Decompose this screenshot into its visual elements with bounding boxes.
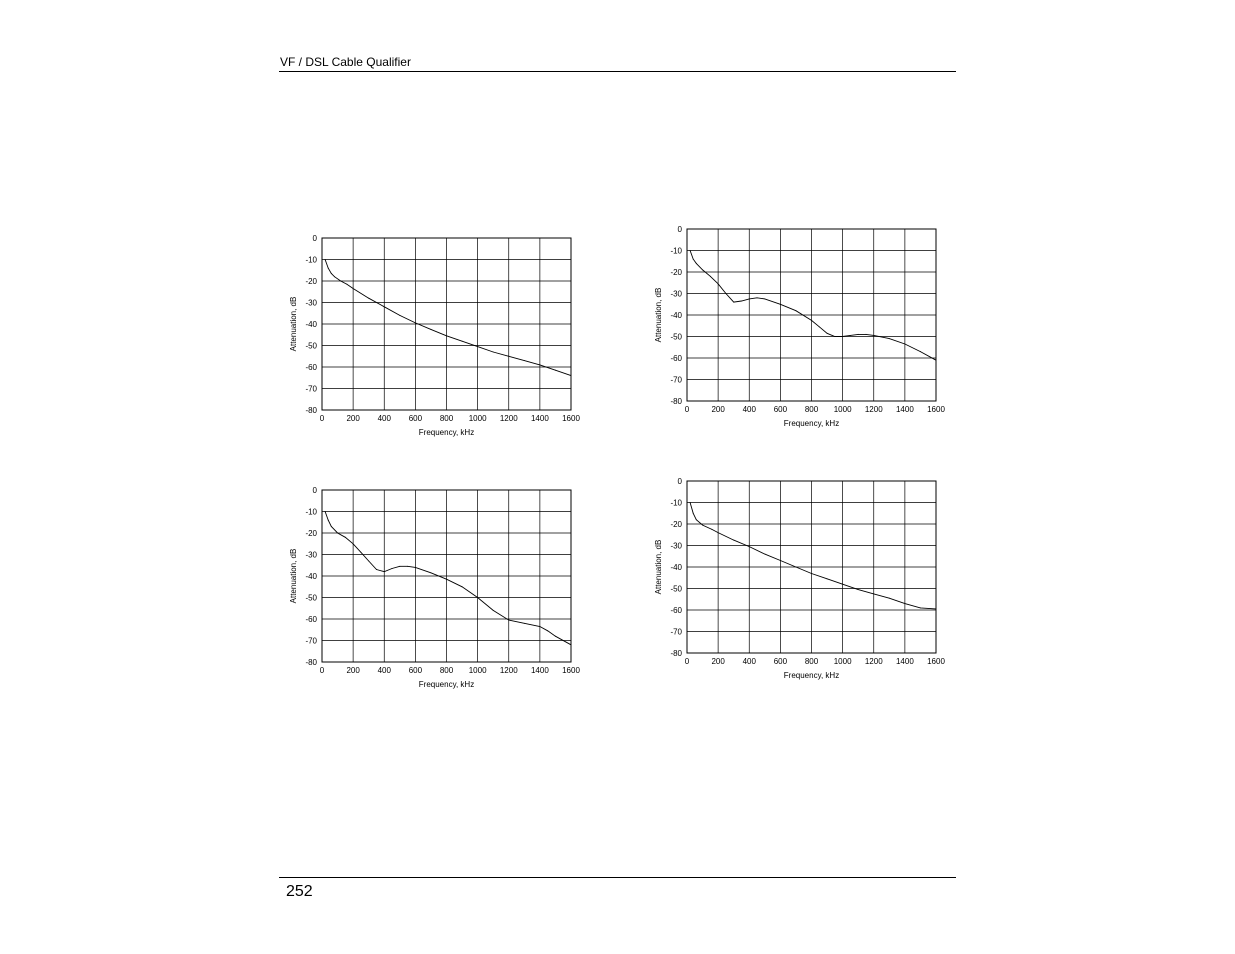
chart-3-svg [283,483,583,698]
data-point [711,529,712,530]
x-tick-label: 1200 [499,666,518,675]
attenuation-chart-4 [648,474,948,689]
data-point [889,338,890,339]
y-tick-label: -60 [670,354,682,363]
data-point [811,320,812,321]
data-point [539,364,540,365]
data-point [415,322,416,323]
data-point [539,626,540,627]
data-point [430,572,431,573]
x-tick-label: 0 [684,657,690,666]
data-point [555,636,556,637]
y-tick-label: -40 [670,311,682,320]
x-tick-label: 1600 [562,414,580,423]
page-header-title: VF / DSL Cable Qualifier [280,55,411,69]
data-point [508,356,509,357]
x-tick-label: 800 [439,666,454,675]
y-tick-label: -10 [670,246,682,256]
y-tick-label: 0 [677,477,682,486]
attenuation-chart-3 [283,483,583,698]
x-axis-label: Frequency, kHz [783,671,840,680]
y-tick-label: -80 [670,397,682,406]
data-point [702,269,703,270]
x-tick-label: 800 [804,657,819,666]
data-point [334,276,335,277]
data-point [710,276,711,277]
y-tick-label: 0 [677,225,682,234]
data-point [842,584,843,585]
y-tick-label: -50 [305,341,317,351]
y-tick-label: 0 [312,486,317,495]
data-point [346,284,347,285]
data-point [331,526,332,527]
data-point [368,298,369,299]
y-tick-label: -70 [305,636,317,646]
data-point [741,301,742,302]
data-point [873,593,874,594]
x-tick-label: 1400 [895,657,914,666]
x-tick-label: 1600 [927,405,945,414]
x-axis-label: Frequency, kHz [418,428,475,437]
data-point [690,250,691,251]
y-tick-label: -40 [305,572,317,581]
data-point [430,329,431,330]
data-point [353,543,354,544]
data-point [368,561,369,562]
data-point [477,597,478,598]
data-point [866,334,867,335]
data-point [757,297,758,298]
data-point [795,310,796,311]
data-point [571,644,572,645]
data-point [889,598,890,599]
data-point [446,579,447,580]
data-point [446,335,447,336]
data-point [331,273,332,274]
x-tick-label: 1600 [562,666,580,675]
data-point [904,344,905,345]
x-tick-label: 1400 [895,405,914,414]
data-point [353,288,354,289]
x-tick-label: 200 [711,657,725,666]
page-number: 252 [286,883,313,900]
data-point [524,360,525,361]
data-point [399,315,400,316]
data-point [842,336,843,337]
chart-4-svg [648,474,948,689]
data-point [376,569,377,570]
y-tick-label: -70 [670,627,682,637]
y-tick-label: -30 [670,541,682,551]
attenuation-chart-1 [283,231,583,446]
x-tick-label: 200 [346,666,360,675]
data-point [555,370,556,371]
data-point [696,263,697,264]
y-axis-label: Attenuation, dB [289,296,298,352]
data-point [328,520,329,521]
data-point [795,567,796,568]
header-rule [279,71,956,72]
data-point [873,335,874,336]
data-point [764,554,765,555]
data-point [780,304,781,305]
data-point [749,546,750,547]
x-tick-label: 200 [346,414,360,423]
data-point [827,578,828,579]
y-tick-label: -50 [670,584,682,594]
x-tick-label: 600 [408,666,423,675]
footer-rule [279,877,956,878]
data-point [718,283,719,284]
x-tick-label: 1200 [864,405,883,414]
data-point [904,603,905,604]
x-tick-label: 1400 [530,666,549,675]
x-tick-label: 1600 [927,657,945,666]
data-point [547,630,548,631]
y-tick-label: -20 [670,520,682,529]
data-point [696,519,697,520]
y-tick-label: -70 [305,384,317,394]
data-point [571,375,572,376]
y-axis-label: Attenuation, dB [654,539,663,595]
x-tick-label: 600 [773,657,788,666]
x-tick-label: 0 [319,414,325,423]
y-tick-label: -80 [305,406,317,415]
x-tick-label: 800 [804,405,819,414]
data-point [493,610,494,611]
y-tick-label: -40 [670,563,682,572]
x-tick-label: 1000 [833,657,852,666]
data-point [733,540,734,541]
y-tick-label: -60 [670,606,682,615]
data-point [328,268,329,269]
data-point [340,281,341,282]
data-point [819,326,820,327]
data-point [850,335,851,336]
x-tick-label: 400 [742,657,756,666]
y-tick-label: -10 [305,507,317,517]
x-tick-label: 600 [773,405,788,414]
y-tick-label: -50 [670,332,682,342]
data-point [493,352,494,353]
x-tick-label: 200 [711,405,725,414]
data-point [827,333,828,334]
data-point [360,552,361,553]
x-tick-label: 1200 [499,414,518,423]
data-point [524,623,525,624]
data-point [462,586,463,587]
data-point [936,608,937,609]
x-tick-label: 1000 [468,666,487,675]
data-point [345,537,346,538]
data-point [693,259,694,260]
y-tick-label: -80 [305,658,317,667]
data-point [718,532,719,533]
y-tick-label: -70 [670,375,682,385]
y-tick-label: -30 [670,289,682,299]
data-point [384,306,385,307]
data-point [337,533,338,534]
x-tick-label: 1000 [833,405,852,414]
chart-1-svg [283,231,583,446]
data-point [764,298,765,299]
data-point [920,351,921,352]
y-tick-label: -80 [670,649,682,658]
x-tick-label: 0 [319,666,325,675]
data-point [733,302,734,303]
data-point [834,336,835,337]
y-tick-label: 0 [312,234,317,243]
data-point [690,502,691,503]
y-tick-label: -60 [305,363,317,372]
data-point [693,513,694,514]
data-point [780,560,781,561]
data-point [725,293,726,294]
data-point [702,525,703,526]
x-tick-label: 400 [377,666,391,675]
y-tick-label: -20 [305,277,317,286]
attenuation-chart-2 [648,222,948,437]
y-tick-label: -30 [305,298,317,308]
data-point [384,571,385,572]
chart-2-svg [648,222,948,437]
data-point [325,259,326,260]
y-tick-label: -40 [305,320,317,329]
data-point [936,360,937,361]
y-axis-label: Attenuation, dB [654,287,663,343]
data-point [920,607,921,608]
y-tick-label: -60 [305,615,317,624]
data-point [858,589,859,590]
y-tick-label: -10 [670,498,682,508]
data-point [399,566,400,567]
x-axis-label: Frequency, kHz [783,419,840,428]
y-tick-label: -10 [305,255,317,265]
data-point [858,334,859,335]
x-tick-label: 0 [684,405,690,414]
y-axis-label: Attenuation, dB [289,548,298,604]
x-tick-label: 800 [439,414,454,423]
x-tick-label: 400 [742,405,756,414]
y-tick-label: -20 [305,529,317,538]
data-point [325,511,326,512]
y-tick-label: -20 [670,268,682,277]
y-tick-label: -50 [305,593,317,603]
data-point [508,620,509,621]
data-point [811,573,812,574]
data-point [749,298,750,299]
x-tick-label: 600 [408,414,423,423]
y-tick-label: -30 [305,550,317,560]
data-point [462,341,463,342]
data-point [415,567,416,568]
data-point [477,346,478,347]
data-point [407,566,408,567]
x-axis-label: Frequency, kHz [418,680,475,689]
x-tick-label: 1200 [864,657,883,666]
x-tick-label: 1000 [468,414,487,423]
x-tick-label: 400 [377,414,391,423]
x-tick-label: 1400 [530,414,549,423]
data-point [392,568,393,569]
